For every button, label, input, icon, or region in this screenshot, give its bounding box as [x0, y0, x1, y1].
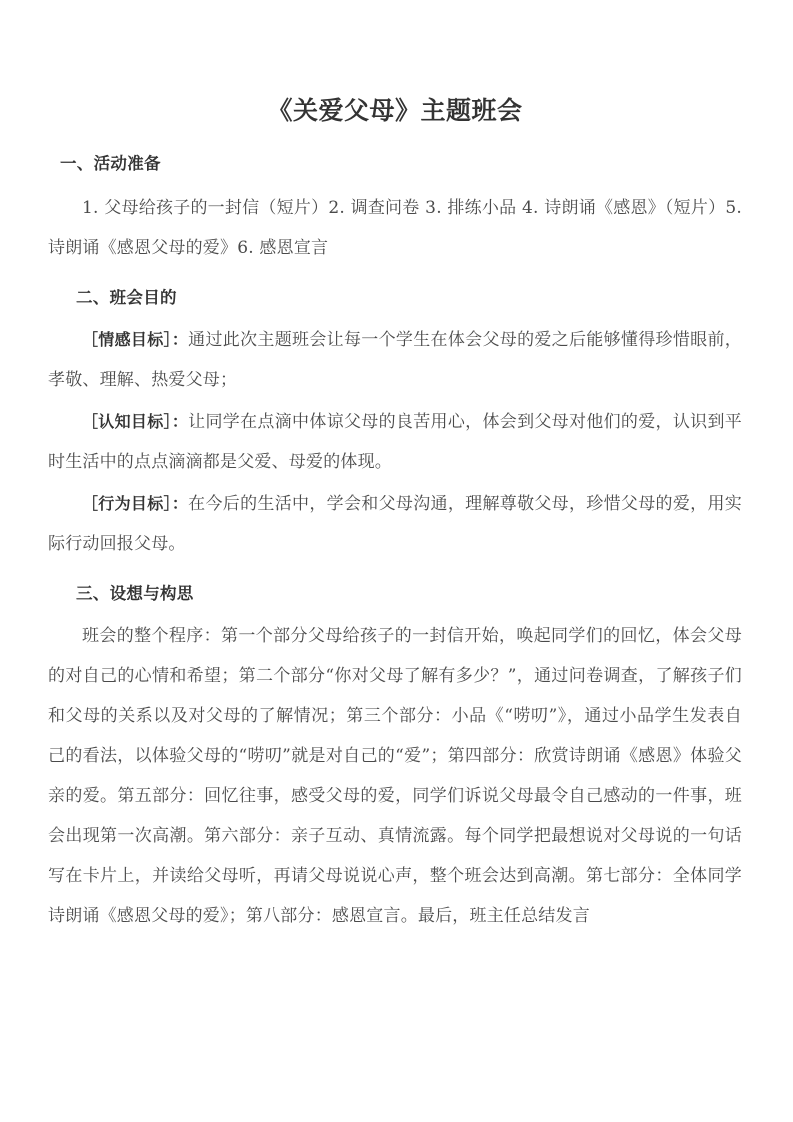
- goal-label-emotional: ［情感目标］：: [82, 330, 189, 349]
- goal-text-behavioral: 在今后的生活中，学会和父母沟通，理解尊敬父母，珍惜父母的爱，用实际行动回报父母。: [48, 494, 742, 554]
- goal-item-behavioral: [48, 482, 742, 564]
- goal-item-emotional: [48, 318, 742, 400]
- goal-text-emotional: 通过此次主题班会让每一个学生在体会父母的爱之后能够懂得珍惜眼前，孝敬、理解、热爱父母；: [48, 330, 742, 390]
- section-heading-preparation: 一、活动准备: [60, 154, 161, 173]
- design-body-text: 班会的整个程序：第一个部分父母给孩子的一封信开始，唤起同学们的回忆，体会父母的对自己的心情和希望；第二个部分“你对父母了解有多少？”，通过问卷调查，了解孩子们和父母的关系以及对父母的了解情况；第三个部分：小品《“唠叨”》，通过小品学生发表自己的看法，以体验父母的“唠叨”就是对自己的“爱”；第四部分：欣赏诗朗诵《感恩》体验父亲的爱。第五部分：回忆往事，感受父母的爱，同学们诉说父母最令自己感动的一件事，班会出现第一次高潮。第六部分：亲子互动、真情流露。每个同学把最想说对父母说的一句话写在卡片上，并读给父母听，再请父母说说心声，整个班会达到高潮。第七部分：全体同学诗朗诵《感恩父母的爱》；第八部分：感恩宣言。最后，班主任总结发言: [48, 626, 742, 926]
- section-heading-design: 三、设想与构思: [76, 584, 194, 603]
- section-heading-goals: 二、班会目的: [76, 288, 177, 307]
- goal-label-cognitive: ［认知目标］：: [82, 412, 189, 431]
- goal-item-cognitive: [48, 400, 742, 482]
- preparation-body-text: 1. 父母给孩子的一封信（短片）2. 调查问卷 3. 排练小品 4. 诗朗诵《感恩》（短片）5. 诗朗诵《感恩父母的爱》6. 感恩宣言: [48, 198, 742, 258]
- page-title: 《关爱父母》主题班会: [267, 96, 523, 125]
- goal-text-cognitive: 让同学在点滴中体谅父母的良苦用心，体会到父母对他们的爱，认识到平时生活中的点点滴滴都是父爱、母爱的体现。: [48, 412, 742, 472]
- goal-label-behavioral: ［行为目标］：: [82, 494, 189, 513]
